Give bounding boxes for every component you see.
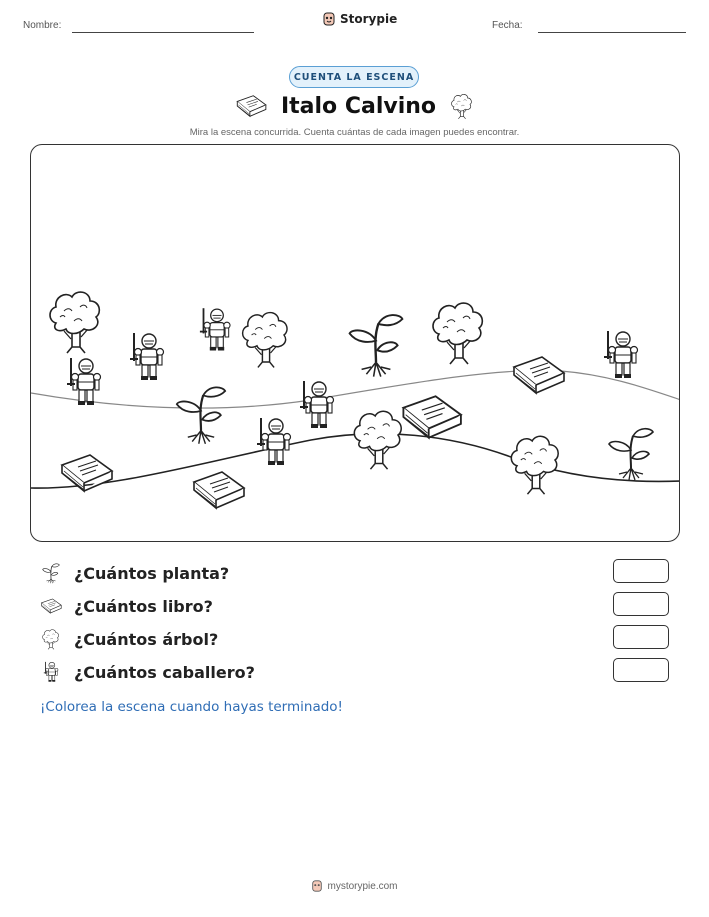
date-field[interactable] xyxy=(538,32,686,33)
knight xyxy=(257,418,291,465)
question-plant xyxy=(40,562,229,584)
question-tree xyxy=(40,628,218,650)
book-icon xyxy=(235,94,267,118)
coloring-note: ¡Colorea la escena cuando hayas terminado! xyxy=(40,699,343,715)
answer-box-plant[interactable] xyxy=(613,559,669,583)
book xyxy=(194,472,244,508)
tree xyxy=(433,303,482,364)
tree xyxy=(354,411,401,469)
plant-icon xyxy=(40,562,62,584)
counting-scene xyxy=(30,144,680,542)
question-knight xyxy=(40,661,255,683)
brand-logo xyxy=(322,12,397,26)
title-row xyxy=(0,92,709,120)
book xyxy=(514,357,564,393)
date-label: Fecha: xyxy=(492,20,523,31)
knight xyxy=(67,358,101,405)
question-text: ¿Cuántos planta? xyxy=(74,563,230,583)
scene-illustration xyxy=(31,145,680,542)
storypie-mascot-icon xyxy=(311,880,323,892)
plant xyxy=(609,429,653,480)
knight xyxy=(200,308,230,350)
tree-icon xyxy=(450,92,474,120)
book-icon xyxy=(40,595,62,617)
question-book xyxy=(40,595,213,617)
name-field[interactable] xyxy=(72,32,254,33)
storypie-mascot-icon xyxy=(322,12,336,26)
knight xyxy=(300,381,334,428)
question-text: ¿Cuántos libro? xyxy=(74,596,213,616)
plant xyxy=(177,387,225,443)
book xyxy=(403,396,461,437)
footer xyxy=(0,880,709,892)
tree xyxy=(511,436,558,494)
page-title: Italo Calvino xyxy=(280,93,437,119)
tree xyxy=(50,292,99,353)
answer-box-tree[interactable] xyxy=(613,625,669,649)
activity-badge: CUENTA LA ESCENA xyxy=(289,66,419,88)
name-label: Nombre: xyxy=(23,20,62,31)
question-text: ¿Cuántos árbol? xyxy=(74,629,219,649)
question-text: ¿Cuántos caballero? xyxy=(74,662,255,682)
answer-box-knight[interactable] xyxy=(613,658,669,682)
tree-icon xyxy=(40,628,62,650)
knight xyxy=(130,333,164,380)
instructions: Mira la escena concurrida. Cuenta cuántas de cada imagen puedes encontrar. xyxy=(189,127,520,138)
answer-box-book[interactable] xyxy=(613,592,669,616)
knight xyxy=(604,331,638,378)
brand-name: Storypie xyxy=(340,12,398,26)
knight-icon xyxy=(40,661,62,683)
footer-url[interactable]: mystorypie.com xyxy=(327,880,398,892)
plant xyxy=(350,315,403,377)
tree xyxy=(243,313,287,368)
